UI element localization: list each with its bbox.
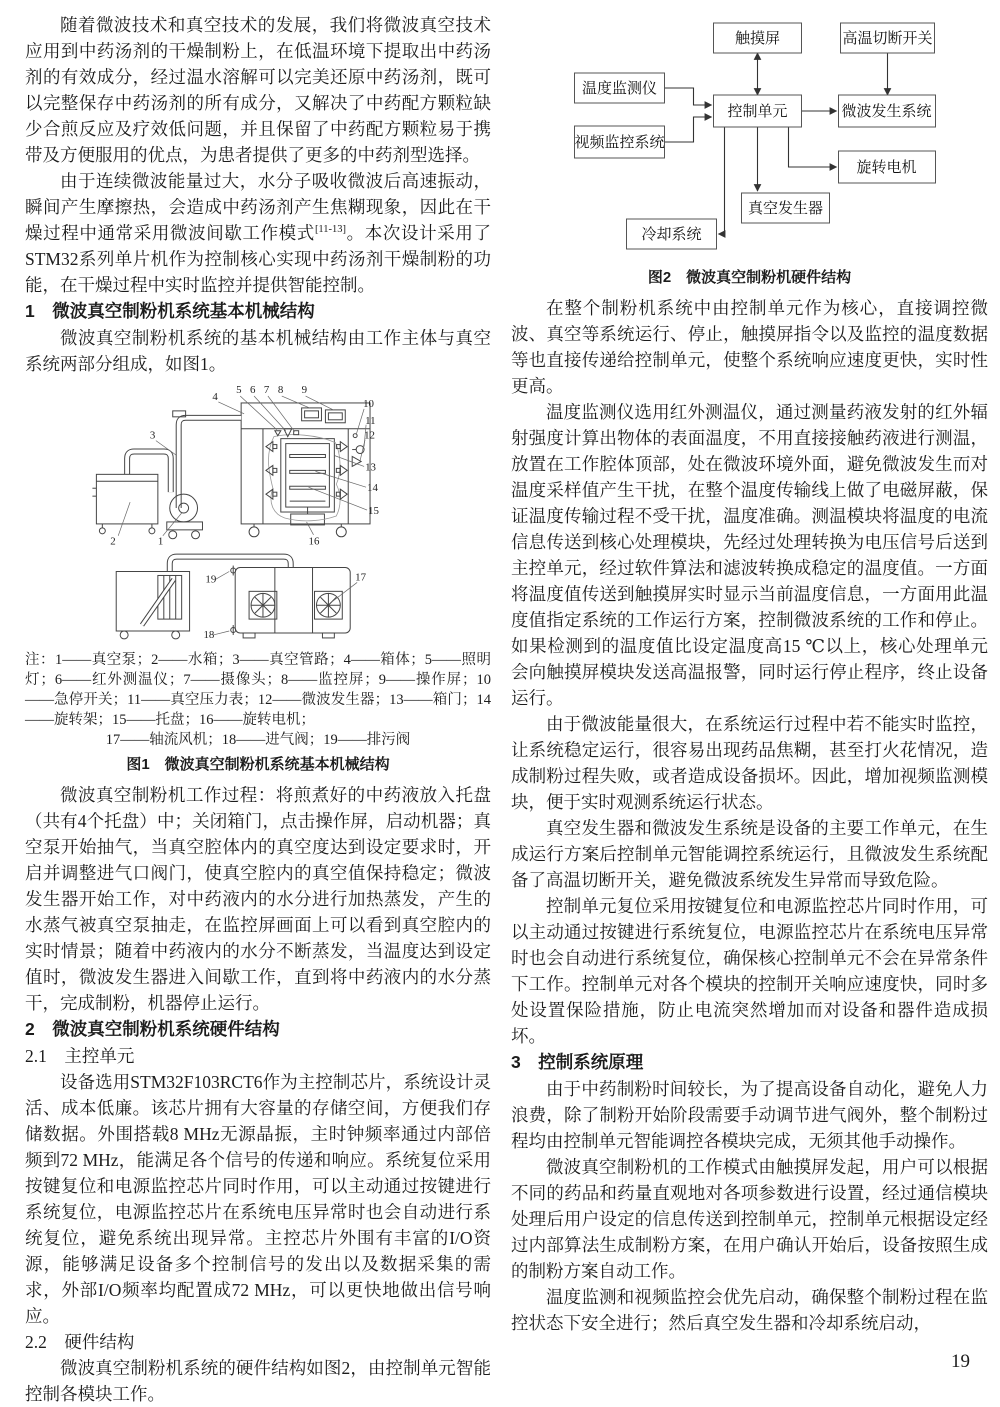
figure1-notes-last: 17——轴流风机；18——进气阀；19——排污阀 (105, 732, 411, 748)
fig2-label-rotary-motor: 旋转电机 (856, 160, 917, 176)
figure2-diagram (511, 15, 988, 263)
startup-paragraph: 温度监测和视频监控会优先启动，确保整个制粉过程在监控状态下安全进行；然后真空发生器和冷却系统启动， (511, 1287, 988, 1333)
fig1-callout-16: 16 (308, 535, 320, 548)
hardware-intro-paragraph: 微波真空制粉机系统的硬件结构如图2，由控制单元智能控制各模块工作。 (25, 1358, 491, 1404)
fig2-label-control-unit: 控制单元 (727, 104, 788, 120)
fig1-callout-13: 13 (365, 461, 376, 474)
fig1-callout-1: 1 (157, 535, 164, 548)
intro-paragraph-1: 随着微波技术和真空技术的发展，我们将微波真空技术应用到中药汤剂的干燥制粉上，在低温环境下提取出中药汤剂的有效成分，经过温水溶解可以完美还原中药汤剂，既可以完整保存中药汤剂的所有成分，又解决了中药配方颗粒缺少合煎反应及疗效低问题，并且保留了中药配方颗粒易于携带及方便服用的优点，为患者提供了更多的中药剂型选择。 (25, 15, 491, 165)
fig2-node-video-monitor (574, 126, 664, 158)
fig1-callout-19: 19 (205, 573, 217, 586)
page-number: 19 (951, 1351, 970, 1372)
fig2-label-temp-monitor: 温度监测仪 (581, 81, 658, 97)
intro-paragraph-2-text: 由于连续微波能量过大，水分子吸收微波后高速振动，瞬间产生摩擦热，会造成中药汤剂产生焦糊现象，因此在干燥过程中通常采用微波间歇工作模式 (25, 171, 491, 243)
video-monitor-paragraph: 由于微波能量很大，在系统运行过程中若不能实时监控，让系统稳定运行，很容易出现药品焦糊，甚至打火花情况，造成制粉过程失败，或者造成设备损坏。因此，增加视频监测模块，便于实时观测系统运行状态。 (511, 714, 988, 812)
right-column (511, 12, 988, 1407)
fig1-lower-unit (116, 557, 350, 639)
citation-ref: [11-13] (314, 224, 347, 236)
control-core-paragraph: 在整个制粉机系统中由控制单元作为核心，直接调控微波、真空等系统运行、停止，触摸屏指令以及监控的温度数据等也直接传递给控制单元，使整个系统响应速度更快，实时性更高。 (511, 298, 988, 396)
fig2-label-cooling-system: 冷却系统 (641, 227, 702, 243)
fig1-callout-2: 2 (110, 535, 116, 548)
section-2-2-heading: 2.2 硬件结构 (25, 1332, 135, 1352)
vacuum-microwave-paragraph: 真空发生器和微波发生系统是设备的主要工作单元，在生成运行方案后控制单元智能调控系统运行，且微波发生系统配备了高温切断开关，避免微波系统发生异常而导致危险。 (511, 818, 988, 890)
fig1-callout-6: 6 (250, 384, 256, 397)
section-1-paragraph: 微波真空制粉机系统的基本机械结构由工作主体与真空系统两部分组成，如图1。 (25, 328, 491, 374)
fig1-callout-11: 11 (365, 414, 376, 427)
fig2-node-high-temp-switch (841, 23, 935, 53)
fig1-callout-4: 4 (212, 390, 218, 403)
fig2-node-microwave-system (839, 95, 936, 127)
fig1-callout-14: 14 (367, 482, 378, 495)
fig2-node-cooling-system (627, 219, 717, 249)
automation-paragraph: 由于中药制粉时间较长，为了提高设备自动化，避免人力浪费，除了制粉开始阶段需要手动调节进气阀外，整个制粉过程均由控制单元智能调控各模块完成，无须其他手动操作。 (511, 1079, 988, 1151)
fig2-label-touchscreen: 触摸屏 (734, 31, 781, 47)
figure2-caption: 图2 微波真空制粉机硬件结构 (647, 269, 852, 286)
figure1-notes: 注：1——真空泵；2——水箱；3——真空管路；4——箱体；5——照明灯；6——红外测温仪；7——摄像头；8——监控屏；9——操作屏；10——急停开关；11——真空压力表；12——微波发生器；13——箱门；14——旋转架；15——托盘；16——旋转电机； (25, 652, 491, 728)
fig1-piping (127, 411, 241, 508)
fig1-vacuum-pump (167, 494, 203, 539)
fig1-cabinet (241, 403, 370, 537)
fig1-callout-17: 17 (355, 571, 367, 584)
fig1-callout-10: 10 (363, 397, 374, 410)
figure1-caption: 图1 微波真空制粉机系统基本机械结构 (126, 756, 390, 773)
fig2-label-microwave-system: 微波发生系统 (841, 104, 932, 120)
fig2-label-video-monitor: 视频监控系统 (574, 135, 665, 151)
fig1-callout-9: 9 (301, 384, 308, 397)
reset-paragraph: 控制单元复位采用按键复位和电源监控芯片同时作用，可以主动通过按键进行系统复位，电源监控芯片在系统电压异常时也会自动进行系统复位，确保核心控制单元不会在异常条件下工作。控制单元对各个模块的控制开关响应速度快，同时多处设置保险措施，防止电流突然增加而对设备和器件造成损坏。 (511, 896, 988, 1046)
fig2-node-vacuum-generator (742, 193, 830, 223)
fig2-label-vacuum-generator: 真空发生器 (747, 201, 824, 217)
figure1 (25, 380, 491, 648)
section-2-heading: 2 微波真空制粉机系统硬件结构 (25, 1019, 280, 1039)
section-1-heading: 1 微波真空制粉机系统基本机械结构 (25, 301, 315, 321)
fig2-node-rotary-motor (839, 151, 936, 183)
intro-paragraph-2 (25, 168, 491, 298)
fig2-node-touchscreen (714, 23, 802, 53)
section-3-heading: 3 控制系统原理 (511, 1052, 644, 1072)
mcu-paragraph: 设备选用STM32F103RCT6作为主控制芯片，系统设计灵活、成本低廉。该芯片拥有大容量的存储空间，方便我们存储数据。外围搭载8 MHz无源晶振，主时钟频率通过内部倍频到72 MHz，能满足各个信号的传递和响应。系统复位采用按键复位和电源监控芯片同时作用，可以主动通过按键进行系统复位，电源监控芯片在系统电压异常时也会自动进行系统复位，避免系统出现异常。主控芯片外围有丰富的I/O资源，能够满足设备多个控制信号的发出以及数据采集的需求，外部I/O频率均配置成72 MHz，可以更快地做出信号响应。 (25, 1072, 491, 1326)
fig2-node-temp-monitor (575, 73, 665, 103)
temp-monitor-paragraph: 温度监测仪选用红外测温仪，通过测量药液发射的红外辐射强度计算出物体的表面温度，不用直接接触药液进行测温，放置在工作腔体顶部，处在微波环境外面，避免微波发生而对温度采样值产生干扰，在整个温度传输线上做了电磁屏蔽，保证温度传输过程不受干扰，温度准确。测温模块将温度的电流信息传送到核心处理模块，先经过处理转换为电压信号后送到主控单元，经过软件算法和滤波转换成稳定的温度值。一方面将温度值传送到触摸屏实时显示当前温度信息，一方面用此温度值指定系统的工作运行方案，控制微波系统的工作和停止。如果检测到的温度值比设定温度高15 ℃以上，核心处理单元会向触摸屏模块发送高温报警，同时运行停止程序，终止设备运行。 (511, 402, 988, 708)
fig2-label-high-temp-switch: 高温切断开关 (842, 31, 933, 47)
fig1-callout-15: 15 (368, 505, 379, 517)
fig1-callout-8: 8 (277, 384, 284, 397)
intro-paragraph-2-text-cont: 。本次设计采用了STM32系列单片机作为控制核心实现中药汤剂干燥制粉的功能，在干燥过程中实时监控并提供智能控制。 (25, 223, 492, 295)
working-process-paragraph: 微波真空制粉机工作过程：将煎煮好的中药液放入托盘（共有4个托盘）中；关闭箱门，点击操作屏，启动机器；真空泵开始抽气，当真空腔体内的真空度达到设定要求时，开启并调整进气口阀门，使真空腔内的真空值保持稳定；微波发生器开始工作，对中药液内的水分进行加热蒸发，产生的水蒸气被真空泵抽走，在监控屏画面上可以看到真空腔内的实时情景；随着中药液内的水分不断蒸发，当温度达到设定值时，微波发生器进入间歇工作，直到将中药液内的水分蒸干，完成制粉，机器停止运行。 (25, 785, 491, 1013)
figure1-diagram (25, 380, 491, 648)
fig1-callout-18: 18 (203, 628, 215, 641)
figure2 (511, 15, 988, 263)
left-column (25, 12, 491, 1407)
fig1-callout-12: 12 (364, 429, 375, 442)
fig1-callout-5: 5 (236, 384, 242, 397)
fig1-callout-3: 3 (149, 429, 156, 442)
workflow-paragraph: 微波真空制粉机的工作模式由触摸屏发起，用户可以根据不同的药品和药量直观地对各项参数进行设置，经过通信模块处理后用户设定的信息传送到控制单元，控制单元根据设定经过内部算法生成制粉方案，在用户确认开始后，设备按照生成的制粉方案自动工作。 (511, 1157, 988, 1281)
fig1-water-tank (92, 474, 157, 533)
fig2-node-control-unit (714, 95, 802, 127)
section-2-1-heading: 2.1 主控单元 (25, 1046, 135, 1066)
fig1-callout-7: 7 (263, 384, 270, 397)
